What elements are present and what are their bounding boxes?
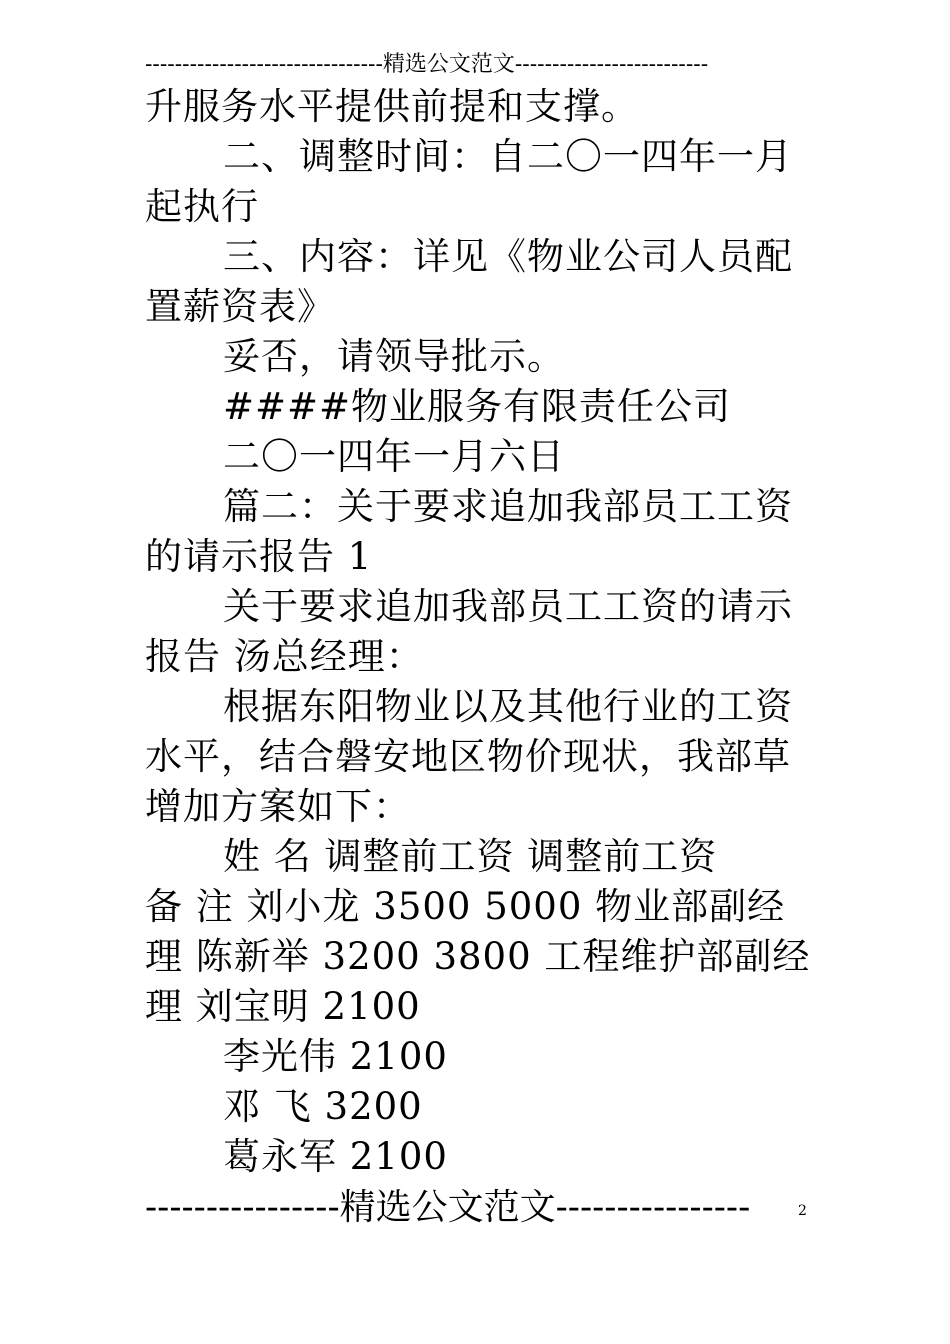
page-footer: ----------------精选公文范文---------------- [145, 1187, 751, 1228]
text-line: 三、内容：详见《物业公司人员配 [223, 235, 793, 278]
table-text-line: 李光伟 2100 [223, 1035, 448, 1078]
text-line: 水平，结合磐安地区物价现状，我部草 [145, 735, 791, 778]
text-line: 根据东阳物业以及其他行业的工资 [223, 685, 793, 728]
document-body [145, 82, 810, 1182]
text-line: 的请示报告 1 [145, 535, 373, 578]
table-text-line: 葛永军 2100 [223, 1135, 448, 1178]
table-text-line: 邓 飞 3200 [223, 1085, 423, 1128]
text-line: 妥否，请领导批示。 [223, 335, 565, 378]
text-line: 报告 汤总经理： [145, 635, 424, 678]
table-text-line: 理 陈新举 3200 3800 工程维护部副经 [145, 935, 811, 978]
section-title: 篇二：关于要求追加我部员工工资 [223, 485, 793, 528]
table-text-line: 理 刘宝明 2100 [145, 985, 421, 1028]
text-line: 关于要求追加我部员工工资的请示 [223, 585, 793, 628]
signature-company: ####物业服务有限责任公司 [223, 385, 732, 428]
text-line: 升服务水平提供前提和支撑。 [145, 85, 639, 128]
signature-date: 二〇一四年一月六日 [223, 435, 565, 478]
table-text-line: 备 注 刘小龙 3500 5000 物业部副经 [145, 885, 786, 928]
text-line: 置薪资表》 [145, 285, 335, 328]
page-number: 2 [798, 1203, 807, 1219]
text-line: 增加方案如下： [145, 785, 411, 828]
page-header: --------------------------------精选公文范文-------------------------- [145, 52, 709, 77]
text-line: 起执行 [145, 185, 259, 228]
table-header-line: 姓 名 调整前工资 调整前工资 [223, 835, 718, 878]
text-line: 二、调整时间：自二〇一四年一月 [223, 135, 793, 178]
